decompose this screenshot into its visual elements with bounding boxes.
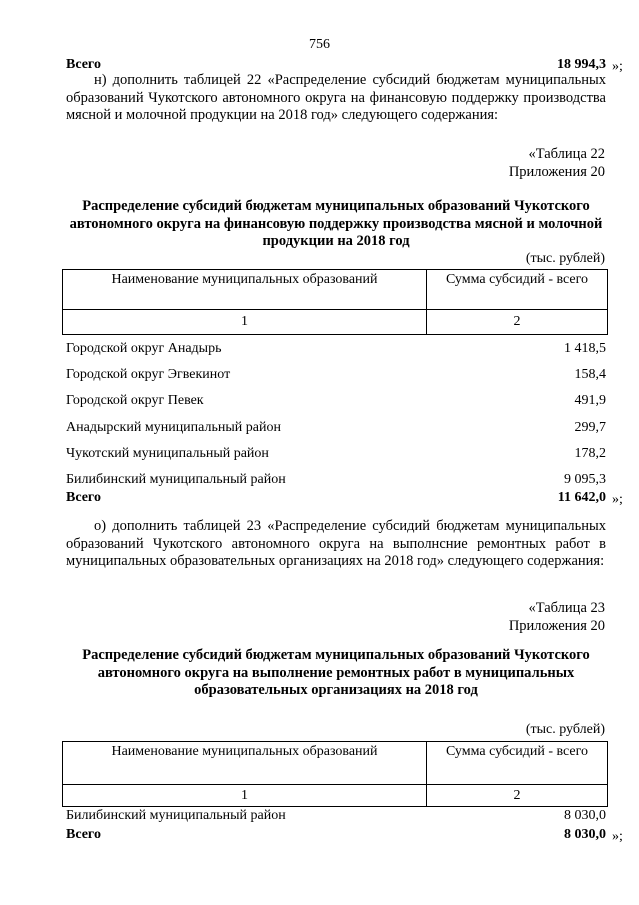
table23-row-value: 8 030,0 — [564, 808, 606, 823]
table23-ref-line2: Приложения 20 — [508, 617, 605, 634]
table22-row-value: 491,9 — [574, 393, 606, 408]
table22-row-name: Городской округ Певек — [66, 393, 204, 408]
table23-number-row — [63, 785, 608, 807]
table23-ref-line1: «Таблица 23 — [528, 600, 605, 616]
table23-header-row — [63, 742, 608, 785]
table22-title: Распределение субсидий бюджетам муниципальных образований Чукотского автономного округа на финансовую поддержку производства мясной и молочной продукции на 2018 год — [69, 198, 603, 249]
table22-row-value: 1 418,5 — [564, 341, 606, 356]
table22-col2-header: Сумма субсидий - всего — [427, 270, 608, 310]
table22-total-row — [66, 489, 623, 507]
table23-total-label: Всего — [66, 827, 101, 842]
table22-row-name: Городской округ Анадырь — [66, 341, 222, 356]
table23-num2: 2 — [427, 785, 608, 807]
table22-total-value: 11 642,0 — [557, 490, 606, 505]
table22-num2: 2 — [427, 310, 608, 335]
table23-units: (тыс. рублей) — [525, 722, 605, 737]
table23-col2-header: Сумма субсидий - всего — [427, 742, 608, 785]
table22-row-value: 178,2 — [574, 446, 606, 461]
table22-header — [62, 269, 608, 335]
table22-row-value: 9 095,3 — [564, 472, 606, 487]
table22-row — [66, 393, 606, 409]
table23-total-tail: »; — [612, 829, 623, 844]
table22-num1: 1 — [63, 310, 427, 335]
table22-row — [66, 367, 606, 383]
table22-row-name: Анадырский муниципальный район — [66, 420, 281, 435]
table22-ref-line1: «Таблица 22 — [528, 146, 605, 162]
table23-total-row — [66, 826, 623, 844]
paragraph-o-text: о) дополнить таблицей 23 «Распределение субсидий бюджетам муниципальных образований Чукотского автономного округа на выполнсние ремонтных работ в муниципальных образовательных организациях на 2018 год» следующего содержания: — [66, 518, 606, 569]
table23-total-value: 8 030,0 — [564, 827, 606, 842]
table22-row — [66, 446, 606, 462]
table23-header — [62, 741, 608, 807]
table23-num1: 1 — [63, 785, 427, 807]
table22-row-name: Билибинский муниципальный район — [66, 472, 286, 487]
table22-row-value: 299,7 — [574, 420, 606, 435]
paragraph-n — [66, 72, 606, 125]
table23-row-name: Билибинский муниципальный район — [66, 808, 286, 823]
paragraph-n-text: н) дополнить таблицей 22 «Распределение субсидий бюджетам муниципальных образований Чукотского автономного округа на финансовую поддержку производства мясной и молочной продукции на 2018 год» следующего содержания: — [66, 72, 606, 123]
table23-col1-header: Наименование муниципальных образований — [63, 742, 427, 785]
table22-total-tail: »; — [612, 492, 623, 507]
top-total-value: 18 994,3 — [557, 57, 606, 72]
table22-ref-line2: Приложения 20 — [508, 163, 605, 180]
table22-reference — [509, 146, 605, 181]
top-total-label: Всего — [66, 57, 101, 72]
table22-total-label: Всего — [66, 490, 101, 505]
table22-row — [66, 472, 606, 488]
table22-row-name: Городской округ Эгвекинот — [66, 367, 231, 382]
paragraph-o — [66, 518, 606, 571]
table22-header-row — [63, 270, 608, 310]
table22-row-value: 158,4 — [574, 367, 606, 382]
table22-row — [66, 420, 606, 436]
table22-row-name: Чукотский муниципальный район — [66, 446, 269, 461]
table22-row — [66, 341, 606, 357]
top-total-tail: »; — [612, 59, 623, 74]
table22-units: (тыс. рублей) — [525, 251, 605, 266]
table23-title: Распределение субсидий бюджетам муниципальных образований Чукотского автономного округа на выполнение ремонтных работ в муниципальных образовательных организациях на 2018 год — [82, 647, 590, 698]
top-total-row — [66, 56, 623, 74]
table22-col1-header: Наименование муниципальных образований — [63, 270, 427, 310]
table23-reference — [509, 600, 605, 635]
table22-number-row — [63, 310, 608, 335]
page-number: 756 — [309, 37, 330, 52]
table23-row — [66, 808, 606, 824]
